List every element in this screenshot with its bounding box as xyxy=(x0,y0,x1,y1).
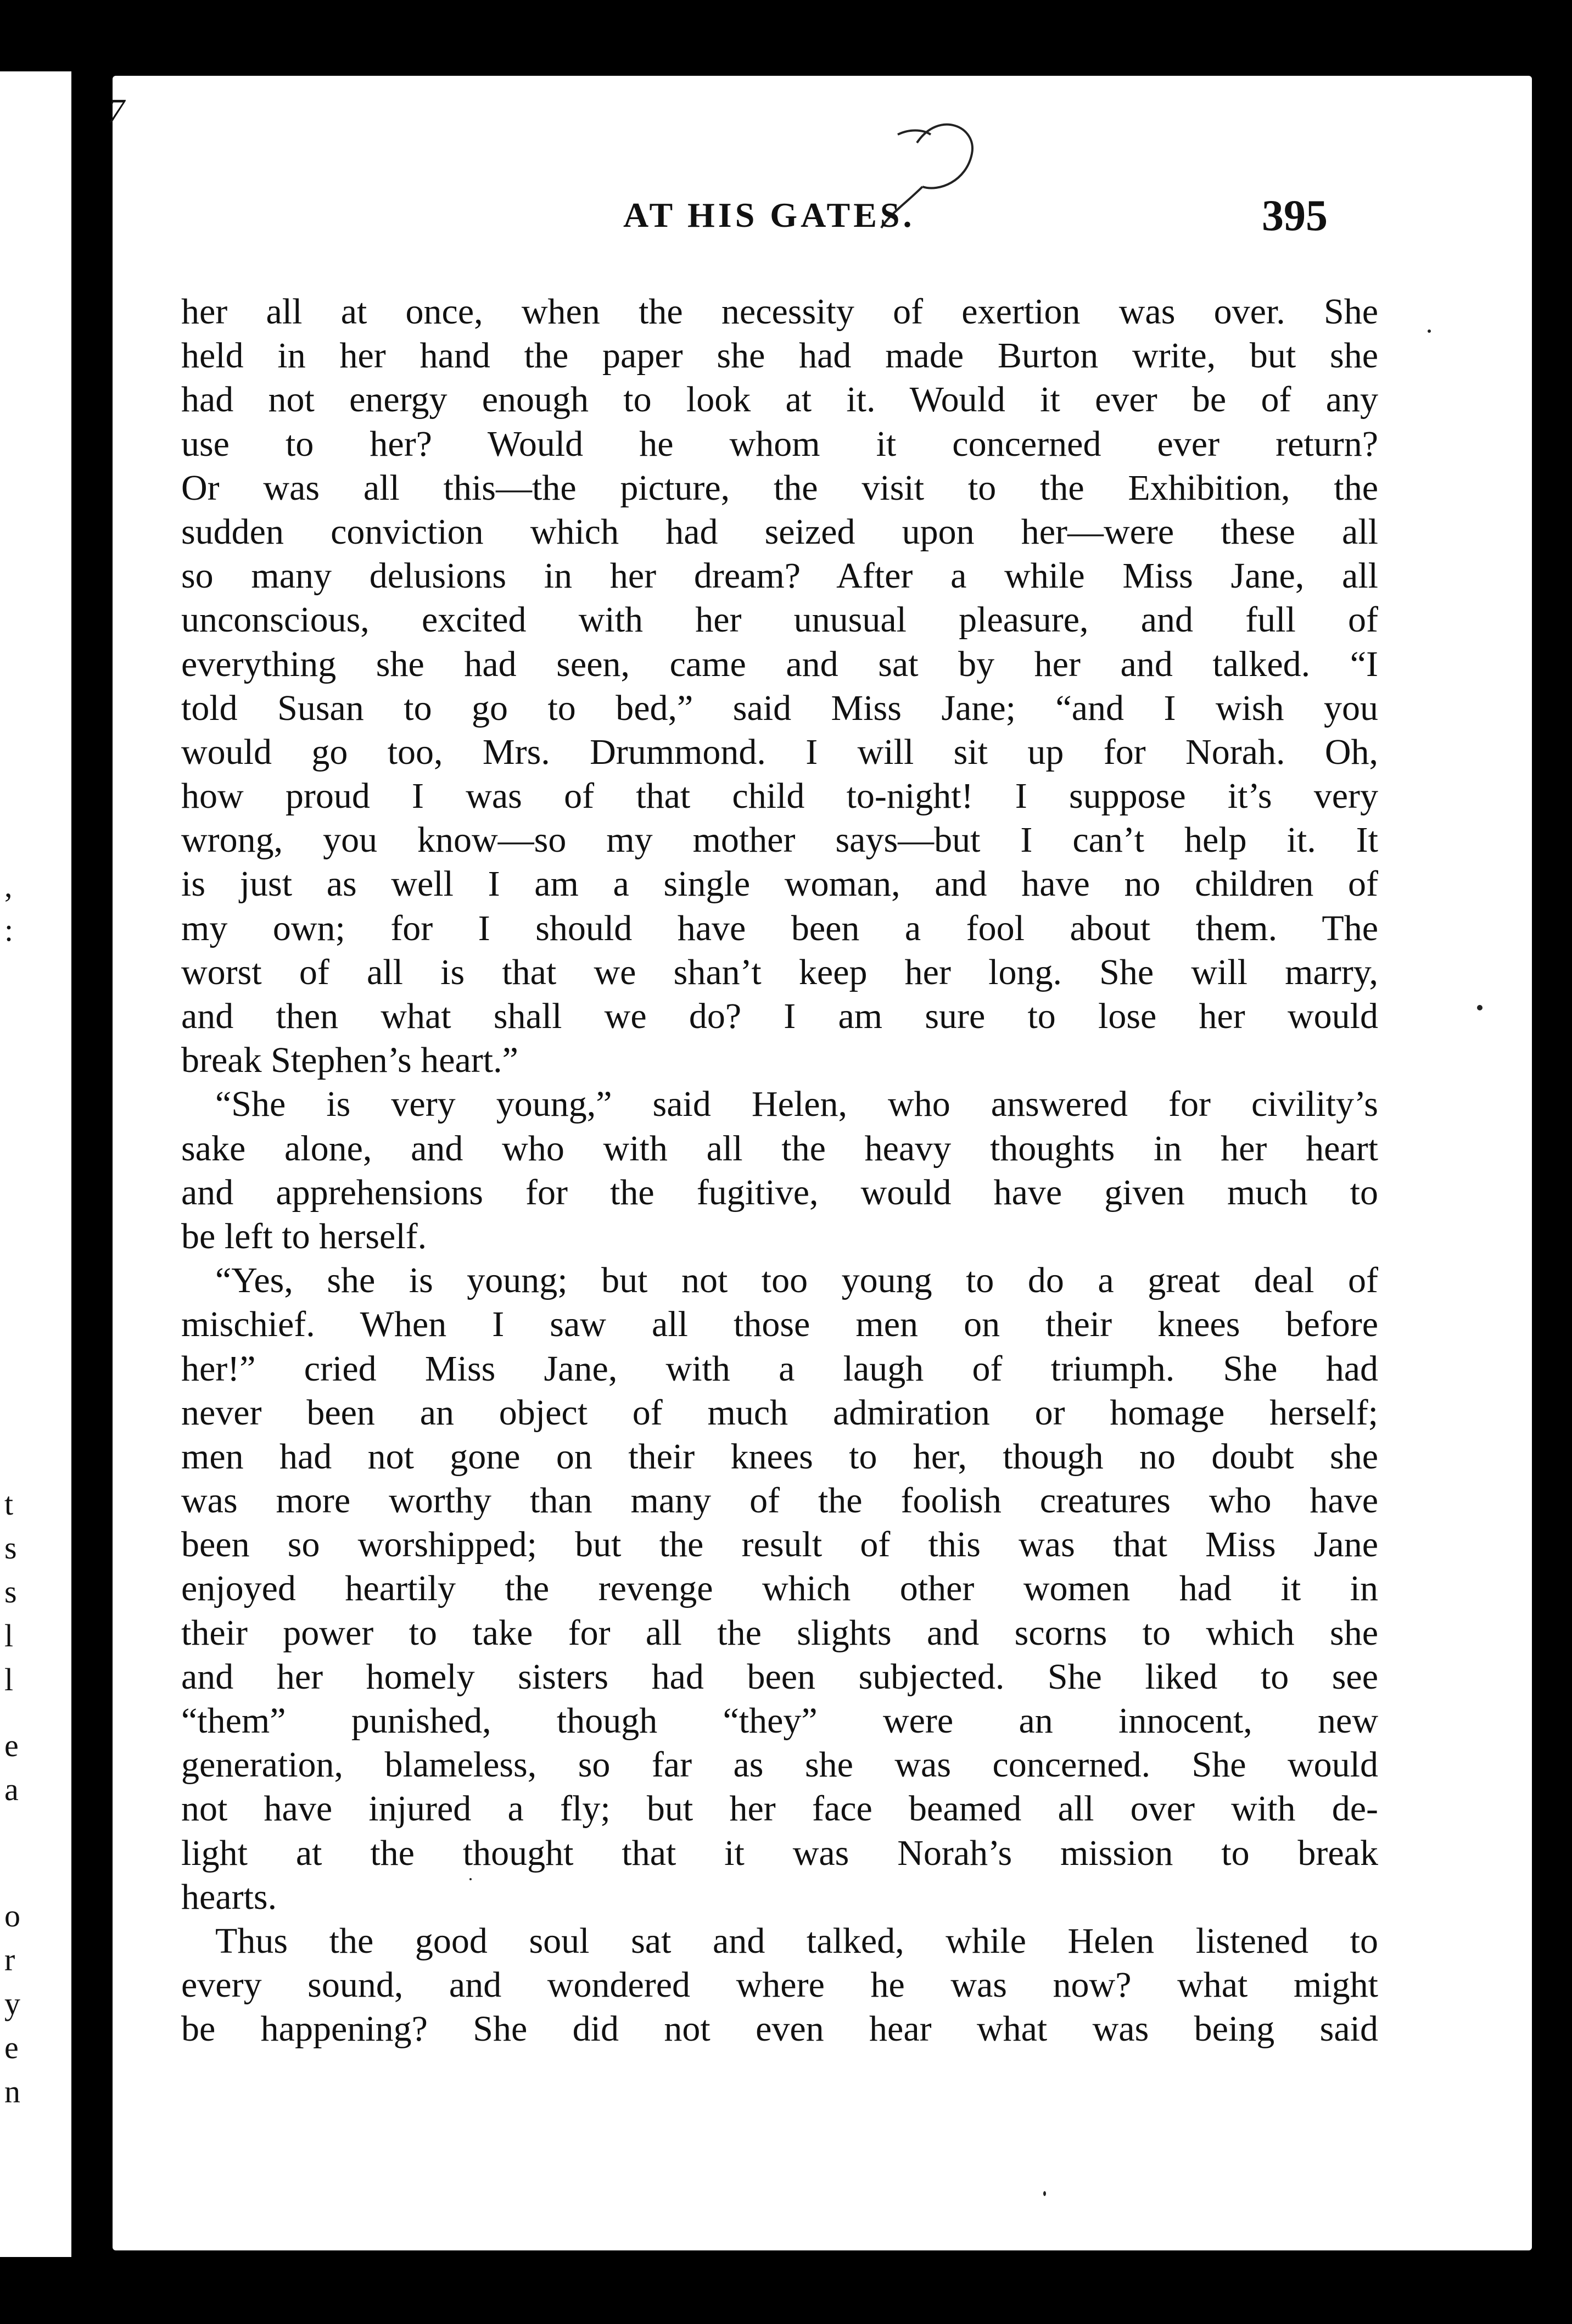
text-line: worst of all is that we shan’t keep her long. She will marry, xyxy=(181,952,1378,992)
text-line: her all at once, when the necessity of exertion was over. She xyxy=(181,292,1378,332)
prev-page-fragment: e xyxy=(4,2030,19,2065)
text-line: and apprehensions for the fugitive, would have given much to xyxy=(181,1172,1378,1213)
prev-page-fragment: s xyxy=(4,1574,17,1610)
text-line: mischief. When I saw all those men on their knees before xyxy=(181,1304,1378,1345)
prev-page-fragment: o xyxy=(4,1898,20,1934)
text-line: wrong, you know—so my mother says—but I can’t help it. It xyxy=(181,820,1378,861)
text-line: break Stephen’s heart.” xyxy=(181,1040,518,1081)
scan-speck xyxy=(469,1878,472,1880)
text-line: be left to herself. xyxy=(181,1216,427,1256)
text-line: was more worthy than many of the foolish creatures who have xyxy=(181,1481,1378,1521)
text-line: light at the thought that it was Norah’s mission to break xyxy=(181,1833,1378,1873)
text-line: hearts. xyxy=(181,1876,277,1917)
text-line: how proud I was of that child to-night! I suppose it’s very xyxy=(181,776,1378,817)
text-line: “She is very young,” said Helen, who answered for civility’s xyxy=(215,1084,1378,1125)
page-number: 395 xyxy=(1262,192,1328,240)
text-line: so many delusions in her dream? After a while Miss Jane, all xyxy=(181,556,1378,596)
scan-speck xyxy=(1428,329,1431,333)
text-line: generation, blameless, so far as she was concerned. She would xyxy=(181,1745,1378,1785)
text-line: men had not gone on their knees to her, though no doubt she xyxy=(181,1436,1378,1477)
text-line: use to her? Would he whom it concerned ever return? xyxy=(181,423,1378,464)
text-line: her!” cried Miss Jane, with a laugh of triumph. She had xyxy=(181,1348,1378,1389)
scan-speck xyxy=(1043,2191,1046,2196)
prev-page-fragment: n xyxy=(4,2074,20,2109)
prev-page-fragment: a xyxy=(4,1772,19,1807)
text-line: is just as well I am a single woman, and have no children of xyxy=(181,864,1378,904)
text-line: be happening? She did not even hear what was being said xyxy=(181,2009,1378,2049)
prev-page-fragment: s xyxy=(4,1530,17,1566)
prev-page-fragment: : xyxy=(4,912,14,948)
previous-page-edge xyxy=(0,71,71,2257)
text-line: everything she had seen, came and sat by her and talked. “I xyxy=(181,644,1378,684)
prev-page-fragment: l xyxy=(4,1618,14,1653)
text-line: “them” punished, though “they” were an innocent, new xyxy=(181,1701,1378,1741)
text-line: my own; for I should have been a fool about them. The xyxy=(181,908,1378,948)
text-line: not have injured a fly; but her face beamed all over with de- xyxy=(181,1789,1378,1829)
text-line: “Yes, she is young; but not too young to do a great deal of xyxy=(215,1260,1378,1301)
text-line: unconscious, excited with her unusual pleasure, and full of xyxy=(181,600,1378,640)
text-line: Thus the good soul sat and talked, while Helen listened to xyxy=(215,1920,1378,1961)
text-line: been so worshipped; but the result of this was that Miss Jane xyxy=(181,1524,1378,1565)
prev-page-fragment: t xyxy=(4,1486,14,1522)
prev-page-fragment: r xyxy=(4,1942,15,1977)
text-line: told Susan to go to bed,” said Miss Jane; “and I wish you xyxy=(181,688,1378,728)
prev-page-fragment: e xyxy=(4,1728,19,1763)
text-line: sudden conviction which had seized upon her—were these all xyxy=(181,511,1378,552)
text-line: their power to take for all the slights and scorns to which she xyxy=(181,1612,1378,1653)
text-line: and her homely sisters had been subjected. She liked to see xyxy=(181,1656,1378,1697)
text-line: had not energy enough to look at it. Would it ever be of any xyxy=(181,379,1378,420)
body-text xyxy=(181,290,1378,2052)
text-line: sake alone, and who with all the heavy thoughts in her heart xyxy=(181,1128,1378,1169)
running-head: AT HIS GATES. xyxy=(623,195,915,234)
text-line: and then what shall we do? I am sure to lose her would xyxy=(181,996,1378,1036)
text-line: every sound, and wondered where he was now? what might xyxy=(181,1965,1378,2005)
text-line: enjoyed heartily the revenge which other women had it in xyxy=(181,1568,1378,1609)
scan-speck xyxy=(1477,1005,1483,1010)
prev-page-fragment: y xyxy=(4,1986,20,2021)
text-line: would go too, Mrs. Drummond. I will sit up for Norah. Oh, xyxy=(181,731,1378,772)
prev-page-fragment: , xyxy=(4,868,13,904)
text-line: held in her hand the paper she had made Burton write, but she xyxy=(181,336,1378,376)
text-line: Or was all this—the picture, the visit to the Exhibition, the xyxy=(181,467,1378,508)
text-line: never been an object of much admiration or homage herself; xyxy=(181,1392,1378,1433)
prev-page-fragment: l xyxy=(4,1662,14,1697)
margin-mark: 7 xyxy=(108,93,125,130)
